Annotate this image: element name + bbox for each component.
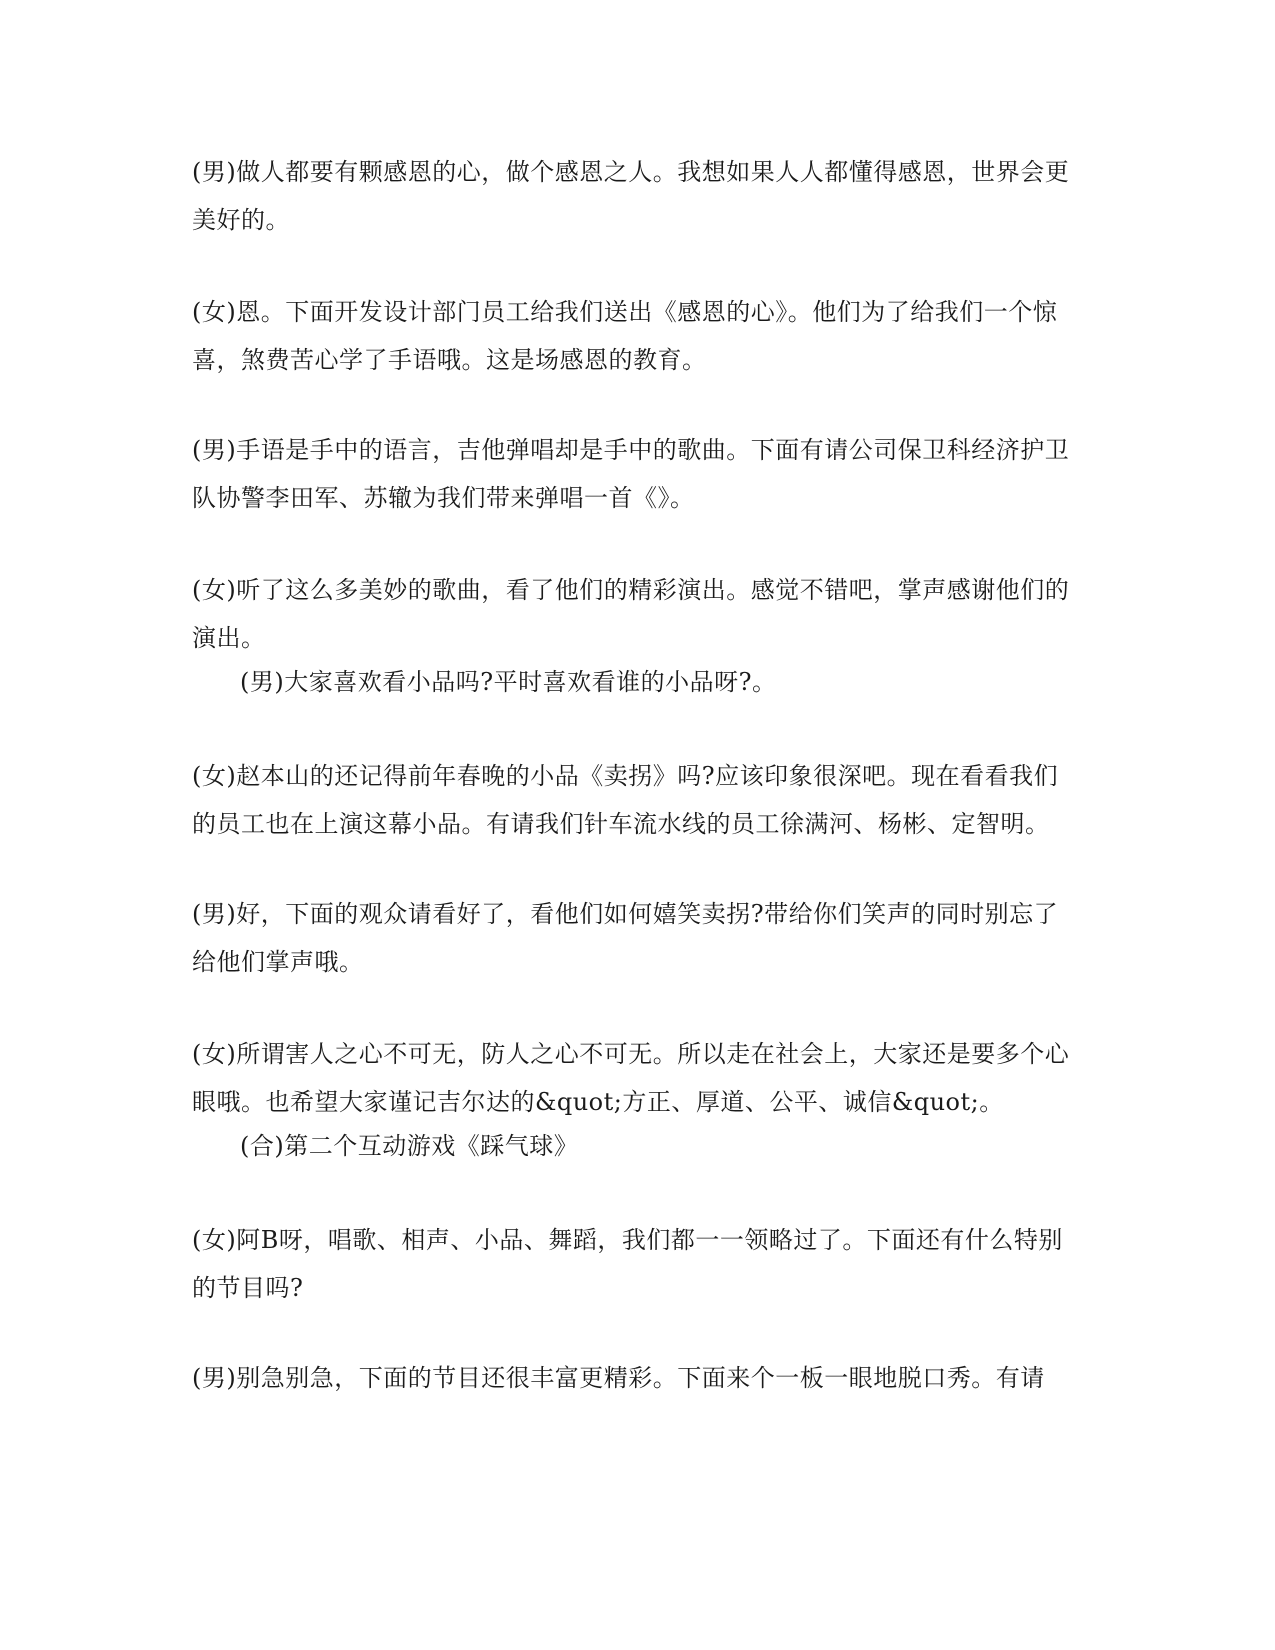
paragraph-3: (男)手语是手中的语言，吉他弹唱却是手中的歌曲。下面有请公司保卫科经济护卫队协警李田军、苏辙为我们带来弹唱一首《》。 <box>192 436 1070 512</box>
paragraph-8: (女)所谓害人之心不可无，防人之心不可无。所以走在社会上，大家还是要多个心眼哦。也希望大家谨记吉尔达的&quot;方正、厚道、公平、诚信&quot;。 <box>192 1040 1070 1116</box>
paragraph-5: (男)大家喜欢看小品吗?平时喜欢看谁的小品呀?。 <box>240 668 777 696</box>
paragraph-7: (男)好，下面的观众请看好了，看他们如何嬉笑卖拐?带给你们笑声的同时别忘了给他们掌声哦。 <box>192 900 1059 976</box>
paragraph-4: (女)听了这么多美妙的歌曲，看了他们的精彩演出。感觉不错吧，掌声感谢他们的演出。 <box>192 576 1070 652</box>
paragraph-2: (女)恩。下面开发设计部门员工给我们送出《感恩的心》。他们为了给我们一个惊喜，煞费苦心学了手语哦。这是场感恩的教育。 <box>192 298 1058 374</box>
paragraph-1: (男)做人都要有颗感恩的心，做个感恩之人。我想如果人人都懂得感恩，世界会更美好的。 <box>192 158 1070 234</box>
paragraph-6: (女)赵本山的还记得前年春晚的小品《卖拐》吗?应该印象很深吧。现在看看我们的员工也在上演这幕小品。有请我们针车流水线的员工徐满河、杨彬、定智明。 <box>192 762 1059 838</box>
paragraph-9: (合)第二个互动游戏《踩气球》 <box>240 1132 579 1160</box>
paragraph-10: (女)阿B呀，唱歌、相声、小品、舞蹈，我们都一一领略过了。下面还有什么特别的节目吗? <box>192 1226 1063 1302</box>
paragraph-11: (男)别急别急，下面的节目还很丰富更精彩。下面来个一板一眼地脱口秀。有请 <box>192 1364 1045 1392</box>
